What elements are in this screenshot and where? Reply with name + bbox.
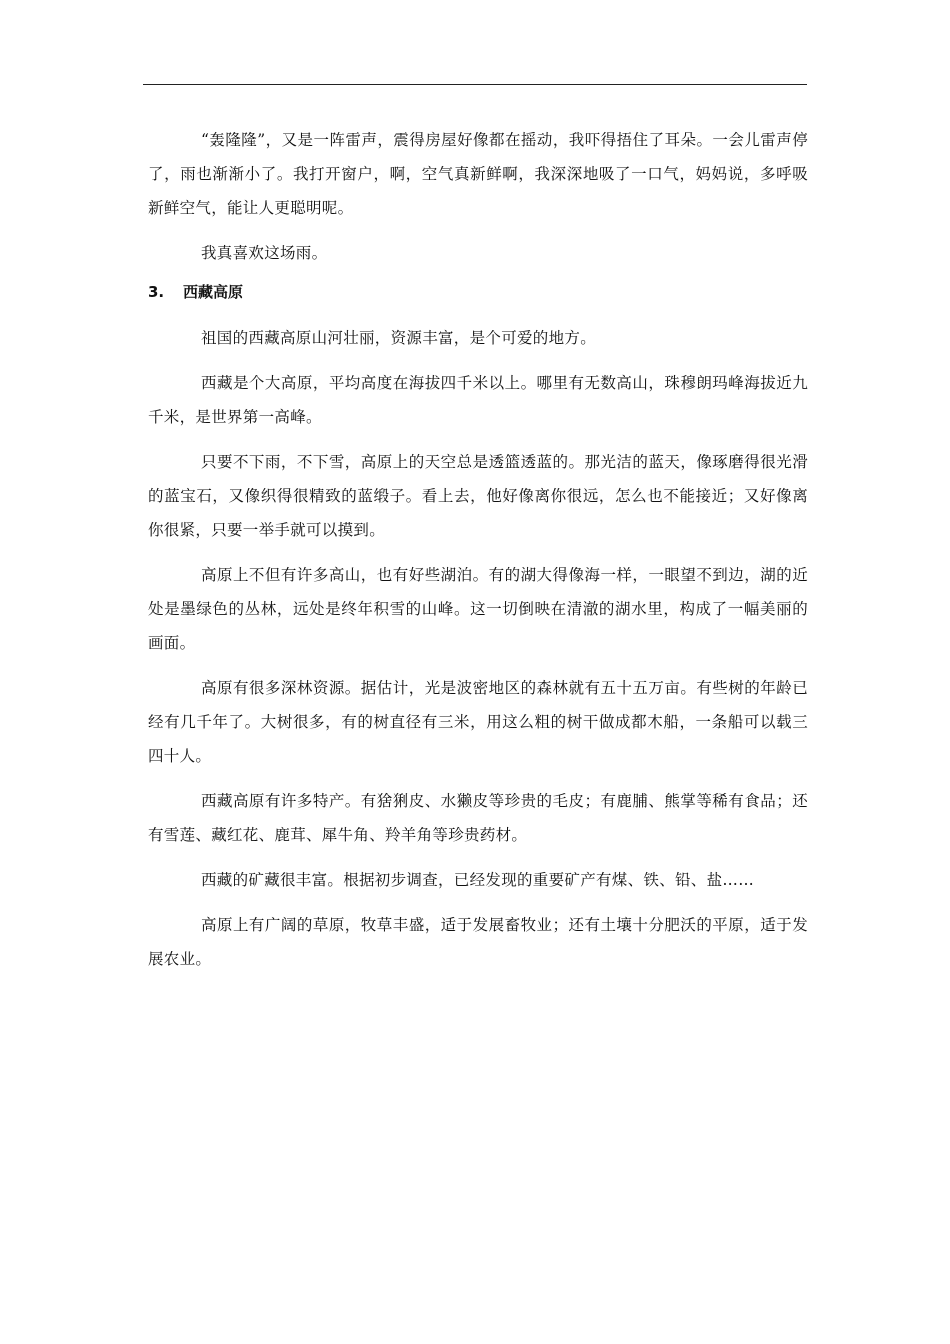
paragraph: 只要不下雨，不下雪，高原上的天空总是透篮透蓝的。那光洁的蓝天，像琢磨得很光滑的蓝宝石，又像织得很精致的蓝缎子。看上去，他好像离你很远，怎么也不能接近；又好像离你很紧，只要一举手就可以摸到。 <box>148 453 808 539</box>
paragraph: “轰隆隆”，又是一阵雷声，震得房屋好像都在摇动，我吓得捂住了耳朵。一会儿雷声停了，雨也渐渐小了。我打开窗户，啊，空气真新鲜啊，我深深地吸了一口气，妈妈说，多呼吸新鲜空气，能让人更聪明呢。 <box>148 131 808 217</box>
paragraph: 我真喜欢这场雨。 <box>201 244 328 262</box>
section-title: 西藏高原 <box>183 283 244 301</box>
paragraph: 西藏的矿藏很丰富。根据初步调查，已经发现的重要矿产有煤、铁、铅、盐…… <box>201 871 755 889</box>
paragraph: 高原上不但有许多高山，也有好些湖泊。有的湖大得像海一样，一眼望不到边，湖的近处是墨绿色的丛林，远处是终年积雪的山峰。这一切倒映在清澈的湖水里，构成了一幅美丽的画面。 <box>148 566 808 652</box>
header-rule <box>143 84 807 85</box>
paragraph: 西藏高原有许多特产。有猞猁皮、水獭皮等珍贵的毛皮；有鹿脯、熊掌等稀有食品；还有雪莲、藏红花、鹿茸、犀牛角、羚羊角等珍贵药材。 <box>148 792 808 844</box>
paragraph: 高原上有广阔的草原，牧草丰盛，适于发展畜牧业；还有土壤十分肥沃的平原，适于发展农业。 <box>148 916 808 968</box>
document-body <box>148 123 808 987</box>
section-heading <box>148 281 808 303</box>
section-number: 3. <box>148 283 165 301</box>
paragraph: 祖国的西藏高原山河壮丽，资源丰富，是个可爱的地方。 <box>201 329 597 347</box>
paragraph: 西藏是个大高原，平均高度在海拔四千米以上。哪里有无数高山，珠穆朗玛峰海拔近九千米，是世界第一高峰。 <box>148 374 808 426</box>
paragraph: 高原有很多深林资源。据估计，光是波密地区的森林就有五十五万亩。有些树的年龄已经有几千年了。大树很多，有的树直径有三米，用这么粗的树干做成都木船，一条船可以载三四十人。 <box>148 679 808 765</box>
